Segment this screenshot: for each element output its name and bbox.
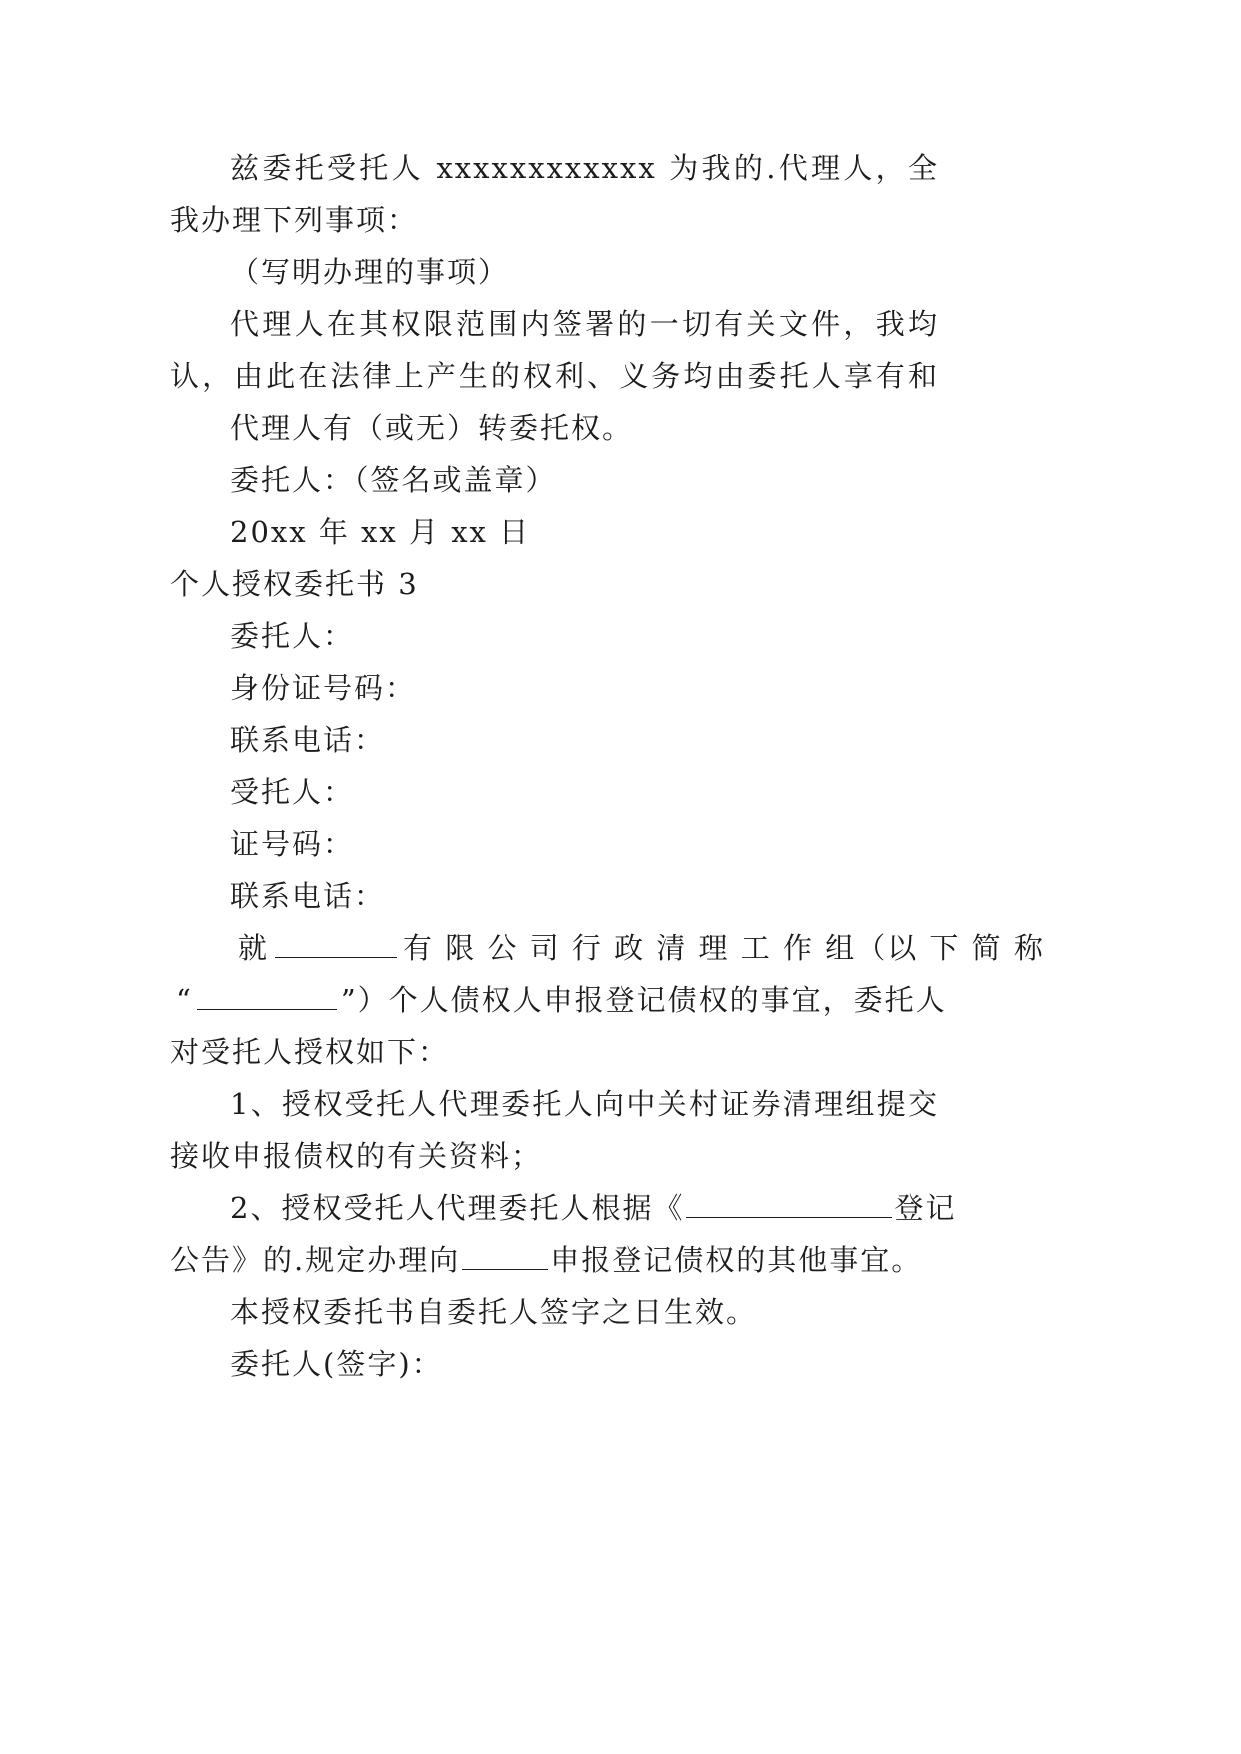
- blank-line: [686, 1193, 892, 1218]
- open-quote: “: [176, 983, 193, 1017]
- para3-line1-text: 有 限 公 司 行 政 清 理 工 作 组（以 下 简 称: [403, 931, 1045, 965]
- field-phone: 联系电话：: [230, 723, 386, 757]
- item1-line1: 1、授权受托人代理委托人向中关村证券清理组提交: [230, 1087, 939, 1121]
- para3-line1: [238, 928, 1045, 968]
- para3-line3: 对受托人授权如下：: [170, 1035, 450, 1069]
- para3-line2-text: ”）个人债权人申报登记债权的事宜，委托人: [340, 983, 947, 1017]
- item2-line2-suffix: 申报登记债权的其他事宜。: [550, 1243, 923, 1277]
- field-agent: 受托人：: [230, 775, 355, 809]
- item2-line1-suffix: 登记: [894, 1191, 957, 1225]
- blank-line: [462, 1245, 548, 1270]
- matters-note: （写明办理的事项）: [230, 255, 510, 289]
- item1-line2: 接收申报债权的有关资料；: [170, 1139, 543, 1173]
- field-cert-number: 证号码：: [230, 827, 355, 861]
- item2-line1: [230, 1188, 956, 1228]
- date-line: 20xx 年 xx 月 xx 日: [230, 515, 531, 549]
- field-id-number: 身份证号码：: [230, 671, 417, 705]
- para3-prefix: 就: [238, 931, 270, 965]
- section-title: 个人授权委托书 3: [170, 567, 419, 601]
- signature-line: 委托人(签字)：: [230, 1347, 443, 1381]
- para3-line2: [176, 980, 947, 1020]
- effective-note: 本授权委托书自委托人签字之日生效。: [230, 1295, 758, 1329]
- item2-line2-prefix: 公告》的.规定办理向: [170, 1243, 461, 1277]
- field-principal: 委托人：: [230, 619, 355, 653]
- transfer-note: 代理人有（或无）转委托权。: [230, 411, 634, 445]
- para1-line1: 兹委托受托人 xxxxxxxxxxxx 为我的.代理人，全: [230, 151, 939, 185]
- blank-line: [275, 933, 397, 958]
- item2-line1-prefix: 2、授权受托人代理委托人根据《: [230, 1191, 685, 1225]
- blank-line: [197, 985, 337, 1010]
- para2-line1: 代理人在其权限范围内签署的一切有关文件，我均: [230, 307, 939, 341]
- signature-note: 委托人：（签名或盖章）: [230, 463, 557, 497]
- para1-line2: 我办理下列事项：: [170, 203, 419, 237]
- field-phone-2: 联系电话：: [230, 879, 386, 913]
- para2-line2: 认，由此在法律上产生的权利、义务均由委托人享有和: [170, 359, 939, 393]
- item2-line2: [170, 1240, 922, 1280]
